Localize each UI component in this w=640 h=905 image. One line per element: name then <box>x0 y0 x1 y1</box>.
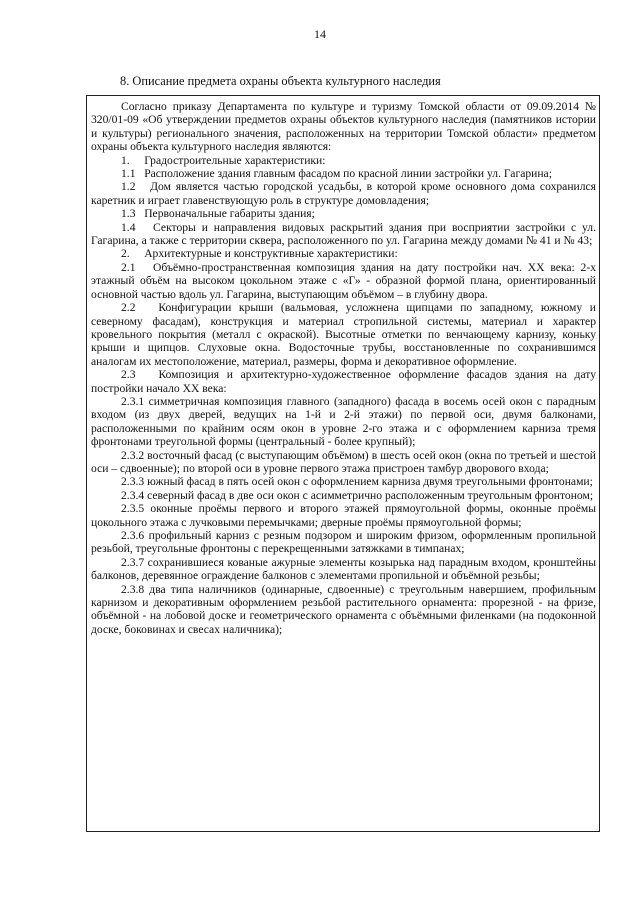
item-2-3-3: 2.3.3 южный фасад в пять осей окон с оформлением карниза двумя треугольными фронтонами; <box>121 475 593 489</box>
item-2-1: 2.1 Объёмно-пространственная композиция здания на дату постройки нач. XX века: 2-х этажный объём на высоком цокольном этаже с «Г» - образной формой плана, ориентированный основной частью вдоль ул. Гагарина, выступающим объёмом – в глубину двора. <box>91 260 596 301</box>
item-1-3: 1.3 Первоначальные габариты здания; <box>121 207 315 221</box>
protection-subject-box <box>86 95 600 832</box>
item-2: 2. Архитектурные и конструктивные характеристики: <box>121 247 398 261</box>
item-2-3-5: 2.3.5 оконные проёмы первого и второго этажей прямоугольной формы, оконные проёмы цокольного этажа с лучковыми перемычками; дверные проёмы прямоугольной формы; <box>91 502 596 529</box>
item-2-3-7: 2.3.7 сохранившиеся кованые ажурные элементы козырька над парадным входом, кронштейны балконов, деревянное ограждение балконов с элементами пропильной и объёмной резьбы; <box>91 555 596 583</box>
item-1-1: 1.1 Расположение здания главным фасадом по красной линии застройки ул. Гагарина; <box>121 167 552 181</box>
item-1: 1. Градостроительные характеристики: <box>121 153 326 167</box>
item-2-3-2: 2.3.2 восточный фасад (с выступающим объёмом) в шесть осей окон (окна по третьей и шестой оси – сдвоенные); по второй оси в уровне первого этажа пристроен тамбур дворового входа; <box>91 448 596 475</box>
item-2-3-6: 2.3.6 профильный карниз с резным подзором и широким фризом, оформленным пропильной резьбой, треугольные фронтоны с перекрещенными затяжками в тимпанах; <box>91 529 596 556</box>
intro-paragraph: Согласно приказу Департамента по культуре и туризму Томской области от 09.09.2014 № 320/01-09 «Об утверждении предметов охраны объектов культурного наследия (памятников истории и культуры) регионального значения, расположенных на территории Томской области» предметом охраны объекта культурного наследия являются: <box>91 100 596 154</box>
item-1-4: 1.4 Секторы и направления видовых раскрытий здания при восприятии застройки с ул. Гагарина, а также с территории сквера, расположенного по ул. Гагарина между домами № 41 и № 43; <box>91 220 596 248</box>
item-2-3-1: 2.3.1 симметричная композиция главного (западного) фасада в восемь осей окон с парадным входом (из двух дверей, ведущих на 1-й и 2-й этажи) по первой оси, двумя балконами, расположенными по крайним осям окон в уровне 2-го этажа и с оформлением карниза тремя фронтонами треугольной формы (центральный - более крупный); <box>91 394 596 449</box>
item-2-3: 2.3 Композиция и архитектурно-художественное оформление фасадов здания на дату постройки начало XX века: <box>91 368 596 395</box>
section-heading: 8. Описание предмета охраны объекта культурного наследия <box>120 74 441 88</box>
item-2-3-8: 2.3.8 два типа наличников (одинарные, сдвоенные) с треугольным навершием, профильным карнизом и декоративным оформлением резьбой растительного орнамента: прорезной - на фризе, объёмной - на лобовой доске и геометрического орнамента с объёмными филенками (на подоконной доске, боковинах и свесах наличника); <box>91 582 596 636</box>
item-1-2: 1.2 Дом является частью городской усадьбы, в которой кроме основного дома сохранился каретник и играет главенствующую роль в структуре домовладения; <box>91 180 596 207</box>
page-number: 14 <box>314 27 326 41</box>
item-2-3-4: 2.3.4 северный фасад в две оси окон с асимметрично расположенным треугольным фронтоном; <box>121 488 594 502</box>
item-2-2: 2.2 Конфигурации крыши (вальмовая, усложнена щипцами по западному, южному и северному фасадам), конструкция и материал стропильной системы, материал и характер кровельного покрытия (металл с окраской). Высотные отметки по венчающему карнизу, коньку крыши и щипцов. Слуховые окна. Водосточные трубы, восстановленные по сохранившимся аналогам их местоположение, материал, размеры, форма и декоративное оформление. <box>91 301 596 368</box>
